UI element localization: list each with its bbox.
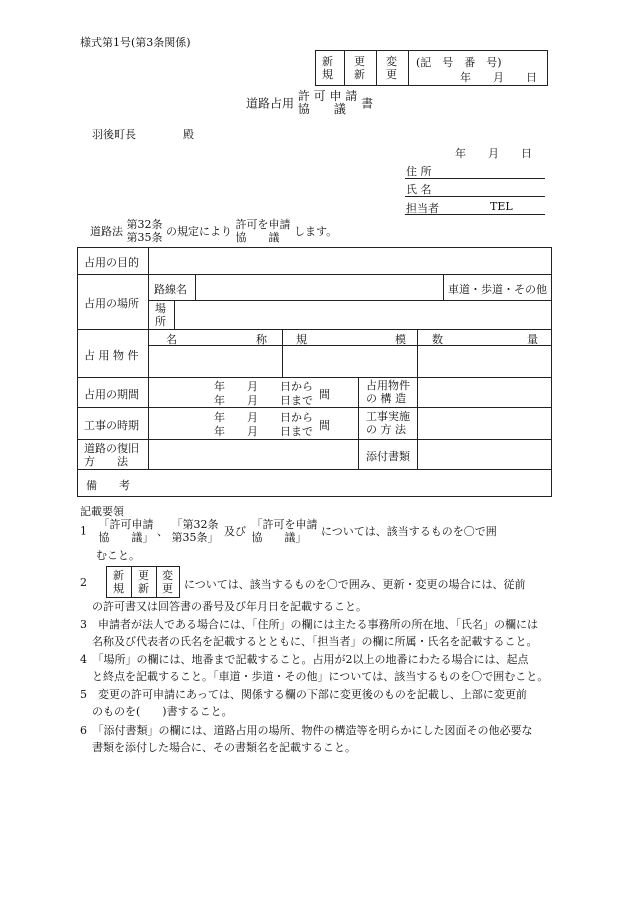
works-between: 間: [319, 419, 330, 432]
name-field[interactable]: [405, 196, 545, 197]
contact-label: 担当者: [406, 202, 439, 215]
purpose-label: 占用の目的: [84, 256, 139, 269]
location-label: 場 所: [155, 302, 166, 328]
change-option[interactable]: 変 更: [386, 55, 397, 81]
note-3: 3 申請者が法人である場合には、「住所」の欄には主たる事務所の所在地、「氏名」の欄には: [80, 618, 538, 631]
works-period-label: 工事の時期: [84, 419, 139, 432]
col-qty-left: 数: [432, 333, 443, 346]
reference-date[interactable]: 年 月 日: [460, 71, 537, 84]
addressee-honorific: 殿: [183, 128, 194, 141]
restore-label: 道路の復旧 方 法: [84, 442, 139, 468]
note-5: 5 変更の許可申請にあっては、関係する欄の下部に変更後のものを記載し、上部に変更前: [80, 688, 527, 701]
note-1: 1 「許可申請 協 議」 、 「第32条 第35条」 及び 「許可を申請 協 議」 については、該当するものを〇で囲: [80, 518, 497, 544]
route-name-label: 路線名: [154, 283, 187, 296]
name-label: 氏 名: [406, 183, 432, 196]
method-label: 工事実施 の 方 法: [366, 410, 410, 436]
tel-label: TEL: [490, 200, 513, 213]
works-from[interactable]: 年 月 日から: [214, 411, 313, 424]
attachments-label: 添付書類: [366, 450, 410, 463]
application-date[interactable]: 年 月 日: [455, 147, 532, 160]
col-scale-left: 規: [296, 333, 307, 346]
note-4: 4 「場所」の欄には、地番まで記載すること。占用が2以上の地番にわたる場合には、起点: [80, 653, 529, 666]
address-field[interactable]: [405, 178, 545, 179]
note-6-cont: 書類を添付した場合に、その書類名を記載すること。: [92, 741, 356, 754]
structure-label: 占用物件 の 構 造: [366, 379, 410, 405]
period-between: 間: [319, 388, 330, 401]
place-label: 占用の場所: [84, 297, 139, 310]
document-title: 道路占用 許 可 申 請 協 議 書: [246, 89, 374, 116]
note-4-cont: と終点を記載すること。「車道・歩道・その他」については、該当するものを〇で囲むこと。: [92, 670, 549, 683]
works-to[interactable]: 年 月 日まで: [214, 425, 313, 438]
note-2: については、該当するものを〇で囲み、更新・変更の場合には、従前: [184, 578, 526, 591]
period-from[interactable]: 年 月 日から: [214, 380, 313, 393]
note-2-cont: の許可書又は回答書の番号及び年月日を記載すること。: [92, 600, 367, 613]
form-number: 様式第1号(第3条関係): [80, 36, 191, 49]
col-name-left: 名: [166, 333, 177, 346]
note-1-cont: むこと。: [96, 549, 140, 562]
period-to[interactable]: 年 月 日まで: [214, 394, 313, 407]
remarks-label: 備 考: [86, 479, 130, 492]
notes-heading: 記載要領: [80, 505, 124, 518]
new-option[interactable]: 新 規: [322, 55, 333, 81]
note-5-cont: のものを( )書すること。: [92, 705, 233, 718]
contact-field[interactable]: [405, 214, 545, 215]
note-3-cont: 名称及び代表者の氏名を記載するとともに、「担当者」の欄に所属・氏名を記載すること。: [92, 635, 538, 648]
note-6: 6 「添付書類」の欄には、道路占用の場所、物件の構造等を明らかにした図面その他必要な: [80, 724, 533, 737]
objects-label: 占 用 物 件: [84, 349, 139, 362]
col-scale-right: 模: [395, 333, 406, 346]
col-name-right: 称: [256, 333, 267, 346]
addressee-name: 羽後町長: [92, 128, 136, 141]
reference-number-label: (記 号 番 号): [416, 56, 502, 69]
col-qty-right: 量: [527, 333, 538, 346]
renew-option[interactable]: 更 新: [354, 55, 365, 81]
note-2-number: 2: [80, 576, 87, 589]
period-label: 占用の期間: [84, 388, 139, 401]
address-label: 住 所: [406, 165, 432, 178]
statement: 道路法 第32条 第35条 の規定により 許可を申請 協 議 します。: [90, 218, 338, 244]
road-type-option[interactable]: 車道・歩道・その他: [448, 283, 547, 296]
